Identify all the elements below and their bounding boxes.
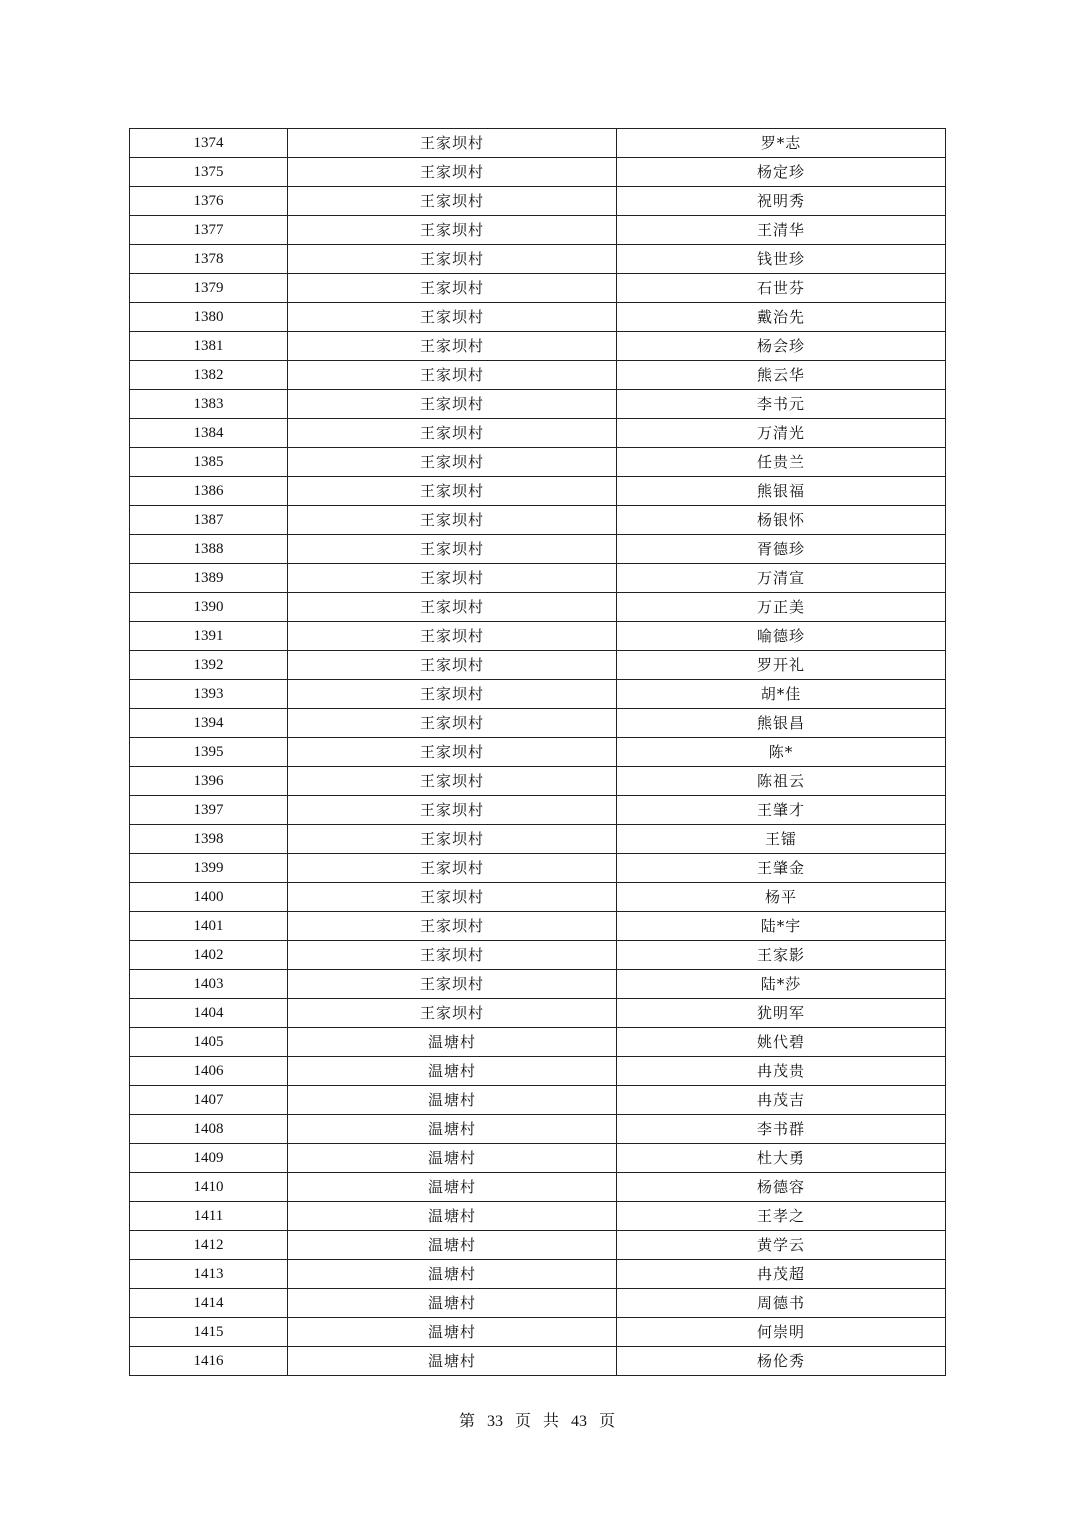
person-name-cell: 陈祖云 (617, 767, 946, 796)
page-footer (0, 1410, 1074, 1433)
person-name-cell: 万清光 (617, 419, 946, 448)
row-number-cell: 1402 (130, 941, 288, 970)
person-name-cell: 杨平 (617, 883, 946, 912)
village-cell: 王家坝村 (288, 912, 617, 941)
person-name-cell: 万正美 (617, 593, 946, 622)
village-cell: 王家坝村 (288, 883, 617, 912)
person-name-cell: 熊银福 (617, 477, 946, 506)
row-number-cell: 1395 (130, 738, 288, 767)
person-name-cell: 罗*志 (617, 129, 946, 158)
village-cell: 温塘村 (288, 1202, 617, 1231)
person-name-cell: 任贵兰 (617, 448, 946, 477)
person-name-cell: 冉茂贵 (617, 1057, 946, 1086)
table-row (130, 390, 946, 419)
village-cell: 王家坝村 (288, 999, 617, 1028)
person-name-cell: 冉茂吉 (617, 1086, 946, 1115)
person-name-cell: 熊银昌 (617, 709, 946, 738)
village-cell: 温塘村 (288, 1057, 617, 1086)
row-number-cell: 1414 (130, 1289, 288, 1318)
row-number-cell: 1374 (130, 129, 288, 158)
table-row (130, 1347, 946, 1376)
village-cell: 温塘村 (288, 1260, 617, 1289)
village-cell: 温塘村 (288, 1028, 617, 1057)
person-name-cell: 王家影 (617, 941, 946, 970)
row-number-cell: 1379 (130, 274, 288, 303)
person-name-cell: 姚代碧 (617, 1028, 946, 1057)
village-cell: 王家坝村 (288, 332, 617, 361)
table-row (130, 419, 946, 448)
person-name-cell: 钱世珍 (617, 245, 946, 274)
village-cell: 王家坝村 (288, 158, 617, 187)
table-row (130, 361, 946, 390)
table-row (130, 187, 946, 216)
footer-page-word: 页 (514, 1411, 531, 1430)
person-name-cell: 王孝之 (617, 1202, 946, 1231)
person-name-cell: 喻德珍 (617, 622, 946, 651)
person-name-cell: 陈* (617, 738, 946, 767)
row-number-cell: 1401 (130, 912, 288, 941)
village-cell: 王家坝村 (288, 274, 617, 303)
person-name-cell: 王肇才 (617, 796, 946, 825)
roster-table-body (130, 129, 946, 1376)
village-cell: 王家坝村 (288, 738, 617, 767)
row-number-cell: 1394 (130, 709, 288, 738)
row-number-cell: 1397 (130, 796, 288, 825)
village-cell: 王家坝村 (288, 303, 617, 332)
person-name-cell: 杨定珍 (617, 158, 946, 187)
person-name-cell: 杨德容 (617, 1173, 946, 1202)
village-cell: 王家坝村 (288, 245, 617, 274)
person-name-cell: 杨伦秀 (617, 1347, 946, 1376)
roster-table (129, 128, 946, 1376)
table-row (130, 912, 946, 941)
village-cell: 王家坝村 (288, 622, 617, 651)
table-row (130, 274, 946, 303)
table-row (130, 332, 946, 361)
village-cell: 王家坝村 (288, 129, 617, 158)
village-cell: 温塘村 (288, 1231, 617, 1260)
table-row (130, 767, 946, 796)
row-number-cell: 1377 (130, 216, 288, 245)
table-row (130, 883, 946, 912)
person-name-cell: 万清宣 (617, 564, 946, 593)
village-cell: 王家坝村 (288, 477, 617, 506)
table-row (130, 796, 946, 825)
table-row (130, 651, 946, 680)
row-number-cell: 1389 (130, 564, 288, 593)
table-row (130, 1231, 946, 1260)
row-number-cell: 1383 (130, 390, 288, 419)
village-cell: 王家坝村 (288, 593, 617, 622)
village-cell: 温塘村 (288, 1289, 617, 1318)
table-row (130, 999, 946, 1028)
table-row (130, 1115, 946, 1144)
row-number-cell: 1408 (130, 1115, 288, 1144)
row-number-cell: 1388 (130, 535, 288, 564)
village-cell: 王家坝村 (288, 651, 617, 680)
person-name-cell: 杜大勇 (617, 1144, 946, 1173)
row-number-cell: 1399 (130, 854, 288, 883)
row-number-cell: 1410 (130, 1173, 288, 1202)
total-pages-number: 43 (571, 1413, 588, 1430)
table-row (130, 1289, 946, 1318)
row-number-cell: 1413 (130, 1260, 288, 1289)
village-cell: 温塘村 (288, 1347, 617, 1376)
table-row (130, 245, 946, 274)
table-row (130, 448, 946, 477)
person-name-cell: 王肇金 (617, 854, 946, 883)
village-cell: 温塘村 (288, 1173, 617, 1202)
row-number-cell: 1407 (130, 1086, 288, 1115)
table-row (130, 825, 946, 854)
person-name-cell: 戴治先 (617, 303, 946, 332)
person-name-cell: 何崇明 (617, 1318, 946, 1347)
table-row (130, 1086, 946, 1115)
table-row (130, 593, 946, 622)
village-cell: 王家坝村 (288, 709, 617, 738)
table-row (130, 941, 946, 970)
village-cell: 王家坝村 (288, 680, 617, 709)
village-cell: 温塘村 (288, 1086, 617, 1115)
row-number-cell: 1406 (130, 1057, 288, 1086)
row-number-cell: 1409 (130, 1144, 288, 1173)
table-row (130, 477, 946, 506)
table-row (130, 1202, 946, 1231)
person-name-cell: 胥德珍 (617, 535, 946, 564)
table-row (130, 709, 946, 738)
table-row (130, 1057, 946, 1086)
row-number-cell: 1416 (130, 1347, 288, 1376)
row-number-cell: 1380 (130, 303, 288, 332)
person-name-cell: 王清华 (617, 216, 946, 245)
person-name-cell: 石世芬 (617, 274, 946, 303)
village-cell: 温塘村 (288, 1115, 617, 1144)
row-number-cell: 1381 (130, 332, 288, 361)
person-name-cell: 黄学云 (617, 1231, 946, 1260)
person-name-cell: 王镭 (617, 825, 946, 854)
village-cell: 王家坝村 (288, 535, 617, 564)
village-cell: 温塘村 (288, 1144, 617, 1173)
village-cell: 王家坝村 (288, 854, 617, 883)
footer-prefix: 第 (458, 1411, 475, 1430)
person-name-cell: 祝明秀 (617, 187, 946, 216)
table-row (130, 564, 946, 593)
row-number-cell: 1387 (130, 506, 288, 535)
row-number-cell: 1404 (130, 999, 288, 1028)
person-name-cell: 李书群 (617, 1115, 946, 1144)
village-cell: 王家坝村 (288, 506, 617, 535)
table-row (130, 854, 946, 883)
row-number-cell: 1375 (130, 158, 288, 187)
row-number-cell: 1403 (130, 970, 288, 999)
row-number-cell: 1396 (130, 767, 288, 796)
row-number-cell: 1415 (130, 1318, 288, 1347)
table-row (130, 506, 946, 535)
table-row (130, 970, 946, 999)
person-name-cell: 陆*宇 (617, 912, 946, 941)
footer-total-word: 共 (543, 1411, 560, 1430)
table-row (130, 1318, 946, 1347)
row-number-cell: 1412 (130, 1231, 288, 1260)
table-row (130, 129, 946, 158)
village-cell: 王家坝村 (288, 448, 617, 477)
village-cell: 王家坝村 (288, 564, 617, 593)
person-name-cell: 周德书 (617, 1289, 946, 1318)
village-cell: 王家坝村 (288, 970, 617, 999)
table-row (130, 1028, 946, 1057)
row-number-cell: 1384 (130, 419, 288, 448)
row-number-cell: 1393 (130, 680, 288, 709)
village-cell: 王家坝村 (288, 796, 617, 825)
row-number-cell: 1411 (130, 1202, 288, 1231)
person-name-cell: 罗开礼 (617, 651, 946, 680)
village-cell: 温塘村 (288, 1318, 617, 1347)
row-number-cell: 1405 (130, 1028, 288, 1057)
person-name-cell: 胡*佳 (617, 680, 946, 709)
village-cell: 王家坝村 (288, 390, 617, 419)
person-name-cell: 冉茂超 (617, 1260, 946, 1289)
table-row (130, 1144, 946, 1173)
row-number-cell: 1378 (130, 245, 288, 274)
table-row (130, 1173, 946, 1202)
table-row (130, 622, 946, 651)
table-row (130, 216, 946, 245)
footer-suffix: 页 (599, 1411, 616, 1430)
row-number-cell: 1390 (130, 593, 288, 622)
village-cell: 王家坝村 (288, 825, 617, 854)
table-row (130, 158, 946, 187)
table-row (130, 738, 946, 767)
row-number-cell: 1385 (130, 448, 288, 477)
row-number-cell: 1391 (130, 622, 288, 651)
row-number-cell: 1400 (130, 883, 288, 912)
row-number-cell: 1376 (130, 187, 288, 216)
person-name-cell: 犹明军 (617, 999, 946, 1028)
village-cell: 王家坝村 (288, 361, 617, 390)
person-name-cell: 李书元 (617, 390, 946, 419)
row-number-cell: 1386 (130, 477, 288, 506)
village-cell: 王家坝村 (288, 941, 617, 970)
row-number-cell: 1382 (130, 361, 288, 390)
table-row (130, 680, 946, 709)
row-number-cell: 1398 (130, 825, 288, 854)
row-number-cell: 1392 (130, 651, 288, 680)
village-cell: 王家坝村 (288, 419, 617, 448)
village-cell: 王家坝村 (288, 216, 617, 245)
person-name-cell: 陆*莎 (617, 970, 946, 999)
village-cell: 王家坝村 (288, 767, 617, 796)
table-row (130, 535, 946, 564)
table-row (130, 303, 946, 332)
person-name-cell: 杨银怀 (617, 506, 946, 535)
village-cell: 王家坝村 (288, 187, 617, 216)
current-page-number: 33 (486, 1413, 503, 1430)
person-name-cell: 熊云华 (617, 361, 946, 390)
table-row (130, 1260, 946, 1289)
person-name-cell: 杨会珍 (617, 332, 946, 361)
